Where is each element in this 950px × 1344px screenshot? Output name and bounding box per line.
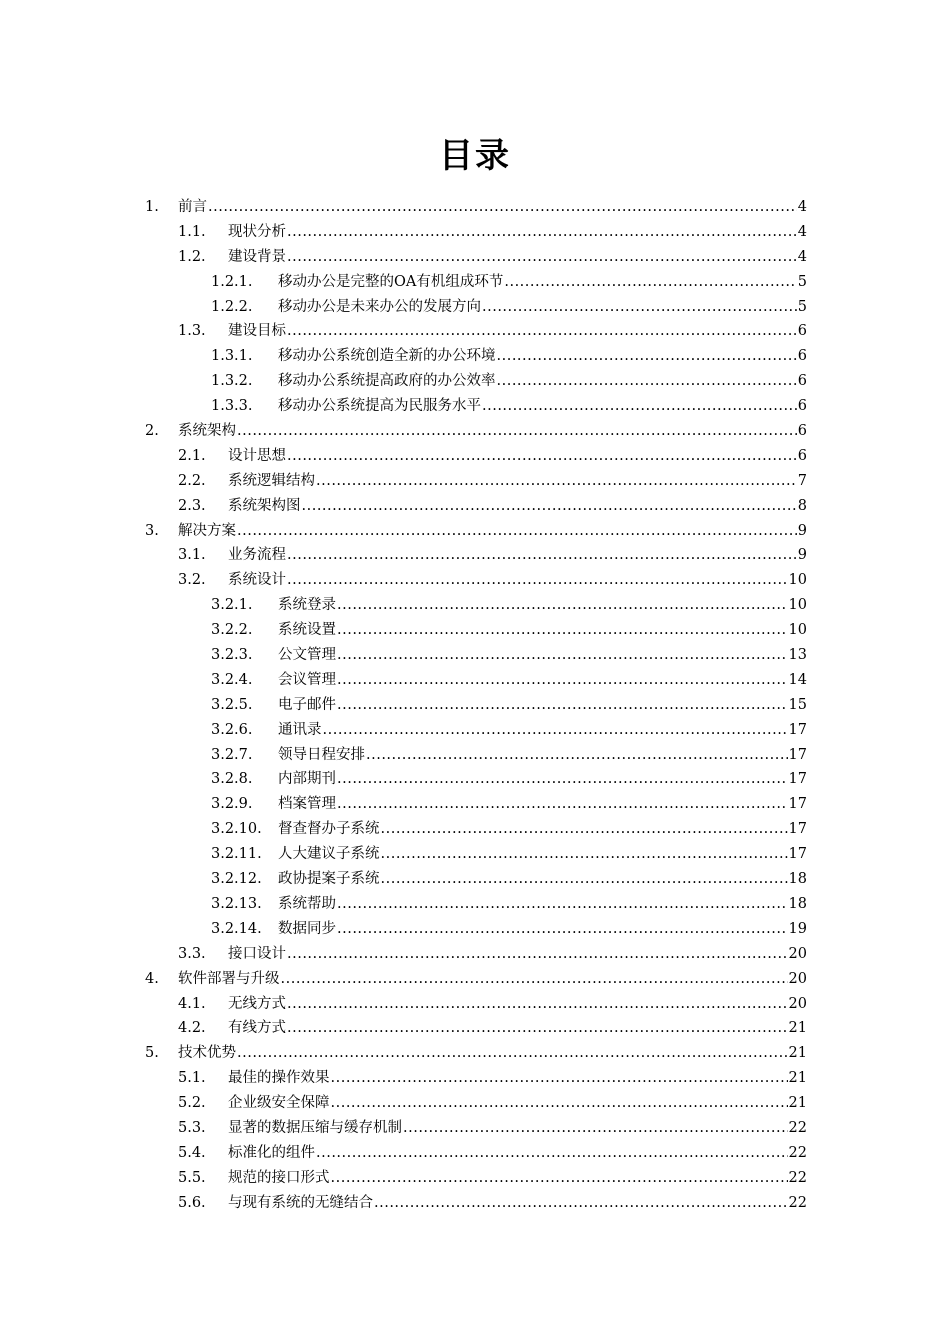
- toc-entry[interactable]: [0, 668, 950, 693]
- toc-entry[interactable]: [0, 792, 950, 817]
- dot-leader: [381, 842, 788, 867]
- dot-leader: [287, 992, 788, 1017]
- toc-entry-page-number: 6: [797, 348, 807, 365]
- toc-entry-number: 1.1.: [178, 223, 206, 240]
- toc-entry-title: 现状分析: [228, 223, 286, 240]
- dot-leader: [237, 519, 797, 544]
- toc-entry[interactable]: [0, 1141, 950, 1166]
- toc-entry-title: 业务流程: [228, 547, 286, 564]
- toc-entry-title: 移动办公是完整的OA有机组成环节: [278, 273, 504, 290]
- dot-leader: [403, 1116, 788, 1141]
- toc-entry-number: 5.5.: [178, 1169, 206, 1186]
- toc-entry-number: 1.3.3.: [211, 398, 253, 415]
- toc-entry-title: 建设目标: [228, 323, 286, 340]
- toc-entry-number: 1.2.: [178, 248, 206, 265]
- toc-entry[interactable]: [0, 220, 950, 245]
- toc-entry-title: 显著的数据压缩与缓存机制: [228, 1119, 402, 1136]
- toc-entry[interactable]: [0, 543, 950, 568]
- toc-entry-page-number: 14: [788, 671, 807, 688]
- toc-entry-title: 系统架构图: [228, 497, 301, 514]
- toc-entry-number: 3.2.5.: [211, 696, 253, 713]
- toc-entry-number: 3.2.2.: [211, 622, 253, 639]
- toc-entry-page-number: 13: [788, 647, 807, 664]
- toc-entry-page-number: 5: [797, 273, 807, 290]
- dot-leader: [287, 568, 788, 593]
- dot-leader: [302, 494, 797, 519]
- page-title: 目录: [439, 136, 511, 176]
- toc-entry-page-number: 17: [788, 796, 807, 813]
- toc-entry-title: 规范的接口形式: [228, 1169, 330, 1186]
- toc-entry[interactable]: [0, 1166, 950, 1191]
- toc-entry-title: 人大建议子系统: [278, 846, 380, 863]
- dot-leader: [331, 1091, 788, 1116]
- toc-entry-title: 移动办公系统提高政府的办公效率: [278, 373, 496, 390]
- dot-leader: [331, 1166, 788, 1191]
- toc-entry-page-number: 6: [797, 373, 807, 390]
- toc-entry-page-number: 20: [788, 995, 807, 1012]
- toc-entry[interactable]: [0, 1016, 950, 1041]
- toc-entry-number: 2.3.: [178, 497, 206, 514]
- toc-entry-page-number: 17: [788, 821, 807, 838]
- toc-entry[interactable]: [0, 718, 950, 743]
- dot-leader: [497, 369, 797, 394]
- toc-entry-title: 电子邮件: [278, 696, 336, 713]
- toc-entry-number: 5.6.: [178, 1194, 206, 1211]
- toc-entry-number: 2.: [145, 423, 159, 440]
- toc-entry-number: 5.: [145, 1045, 159, 1062]
- toc-entry-number: 5.4.: [178, 1144, 206, 1161]
- toc-entry-page-number: 5: [797, 298, 807, 315]
- toc-entry-title: 领导日程安排: [278, 746, 365, 763]
- toc-entry[interactable]: [0, 693, 950, 718]
- dot-leader: [287, 1016, 788, 1041]
- toc-entry[interactable]: [0, 1191, 950, 1216]
- toc-entry[interactable]: [0, 892, 950, 917]
- toc-entry-number: 3.2.13.: [211, 895, 262, 912]
- toc-entry[interactable]: [0, 419, 950, 444]
- toc-entry[interactable]: [0, 469, 950, 494]
- toc-entry-title: 系统帮助: [278, 895, 336, 912]
- toc-entry-number: 3.3.: [178, 945, 206, 962]
- dot-leader: [337, 767, 788, 792]
- toc-entry-title: 数据同步: [278, 920, 336, 937]
- toc-entry-number: 3.: [145, 522, 159, 539]
- dot-leader: [337, 593, 788, 618]
- toc-entry-page-number: 17: [788, 846, 807, 863]
- toc-entry-number: 2.1.: [178, 447, 206, 464]
- toc-entry[interactable]: [0, 319, 950, 344]
- dot-leader: [337, 917, 788, 942]
- toc-entry[interactable]: [0, 842, 950, 867]
- toc-entry-page-number: 19: [788, 920, 807, 937]
- toc-entry-number: 1.3.1.: [211, 348, 253, 365]
- toc-entry-title: 无线方式: [228, 995, 286, 1012]
- toc-entry[interactable]: [0, 593, 950, 618]
- dot-leader: [337, 668, 788, 693]
- toc-entry[interactable]: [0, 494, 950, 519]
- toc-entry-page-number: 9: [797, 547, 807, 564]
- toc-entry-title: 企业级安全保障: [228, 1095, 330, 1112]
- toc-entry[interactable]: [0, 195, 950, 220]
- dot-leader: [331, 1066, 788, 1091]
- toc-entry-number: 3.2.11.: [211, 846, 262, 863]
- toc-entry[interactable]: [0, 1066, 950, 1091]
- toc-entry-number: 5.1.: [178, 1070, 206, 1087]
- toc-entry-title: 设计思想: [228, 447, 286, 464]
- toc-entry[interactable]: [0, 295, 950, 320]
- toc-entry[interactable]: [0, 643, 950, 668]
- dot-leader: [504, 270, 796, 295]
- toc-entry[interactable]: [0, 743, 950, 768]
- toc-entry-page-number: 6: [797, 447, 807, 464]
- toc-entry-page-number: 22: [788, 1144, 807, 1161]
- toc-entry-number: 3.2.6.: [211, 721, 253, 738]
- toc-entry-page-number: 22: [788, 1194, 807, 1211]
- dot-leader: [337, 792, 788, 817]
- toc-entry-number: 3.2.: [178, 572, 206, 589]
- toc-entry[interactable]: [0, 444, 950, 469]
- toc-entry[interactable]: [0, 1091, 950, 1116]
- toc-entry-page-number: 15: [788, 696, 807, 713]
- toc-entry-title: 通讯录: [278, 721, 322, 738]
- toc-entry-number: 3.2.12.: [211, 871, 262, 888]
- dot-leader: [366, 743, 788, 768]
- toc-entry-page-number: 4: [797, 223, 807, 240]
- toc-entry[interactable]: [0, 967, 950, 992]
- toc-entry-title: 系统架构: [178, 423, 236, 440]
- toc-entry[interactable]: [0, 394, 950, 419]
- toc-entry[interactable]: [0, 245, 950, 270]
- toc-entry[interactable]: [0, 568, 950, 593]
- toc-entry-number: 3.2.10.: [211, 821, 262, 838]
- toc-entry-page-number: 9: [797, 522, 807, 539]
- toc-entry-title: 技术优势: [178, 1045, 236, 1062]
- toc-entry[interactable]: [0, 519, 950, 544]
- toc-entry-number: 3.2.9.: [211, 796, 253, 813]
- toc-entry-page-number: 18: [788, 871, 807, 888]
- toc-entry[interactable]: [0, 1116, 950, 1141]
- toc-entry-title: 前言: [178, 199, 207, 215]
- toc-entry-page-number: 8: [797, 497, 807, 514]
- toc-entry-page-number: 6: [797, 398, 807, 415]
- toc-entry-number: 1.: [145, 199, 159, 215]
- dot-leader: [208, 195, 797, 220]
- dot-leader: [337, 643, 788, 668]
- toc-entry-page-number: 6: [797, 423, 807, 440]
- dot-leader: [482, 295, 797, 320]
- toc-entry-title: 系统设计: [228, 572, 286, 589]
- toc-entry[interactable]: [0, 942, 950, 967]
- toc-entry-page-number: 10: [788, 572, 807, 589]
- toc-entry-page-number: 4: [797, 199, 807, 215]
- toc-entry-page-number: 21: [788, 1095, 807, 1112]
- toc-entry-title: 与现有系统的无缝结合: [228, 1194, 373, 1211]
- toc-entry-number: 3.2.4.: [211, 671, 253, 688]
- toc-entry-page-number: 22: [788, 1119, 807, 1136]
- dot-leader: [337, 618, 788, 643]
- toc-entry-title: 有线方式: [228, 1020, 286, 1037]
- toc-entry-number: 2.2.: [178, 472, 206, 489]
- toc-entry-page-number: 17: [788, 746, 807, 763]
- toc-entry-number: 1.2.2.: [211, 298, 253, 315]
- toc-entry-number: 3.2.1.: [211, 597, 253, 614]
- toc-entry-title: 政协提案子系统: [278, 871, 380, 888]
- toc-entry-title: 最佳的操作效果: [228, 1070, 330, 1087]
- toc-entry-page-number: 21: [788, 1045, 807, 1062]
- toc-entry-number: 4.: [145, 970, 159, 987]
- toc-entry-number: 1.2.1.: [211, 273, 253, 290]
- toc-entry[interactable]: [0, 618, 950, 643]
- toc-entry[interactable]: [0, 917, 950, 942]
- dot-leader: [316, 1141, 788, 1166]
- toc-entry-title: 档案管理: [278, 796, 336, 813]
- toc-entry-title: 系统设置: [278, 622, 336, 639]
- dot-leader: [323, 718, 788, 743]
- toc-entry-number: 3.2.14.: [211, 920, 262, 937]
- toc-entry-number: 1.3.2.: [211, 373, 253, 390]
- toc-entry-number: 4.2.: [178, 1020, 206, 1037]
- dot-leader: [287, 942, 788, 967]
- toc-entry-page-number: 18: [788, 895, 807, 912]
- toc-entry-number: 1.3.: [178, 323, 206, 340]
- toc-entry[interactable]: [0, 270, 950, 295]
- toc-entry-page-number: 10: [788, 597, 807, 614]
- toc-entry-title: 内部期刊: [278, 771, 336, 788]
- dot-leader: [497, 344, 797, 369]
- dot-leader: [287, 543, 797, 568]
- toc-entry-title: 移动办公系统创造全新的办公环境: [278, 348, 496, 365]
- dot-leader: [237, 1041, 788, 1066]
- dot-leader: [337, 892, 788, 917]
- toc-entry-title: 建设背景: [228, 248, 286, 265]
- toc-entry-number: 4.1.: [178, 995, 206, 1012]
- toc-entry-title: 软件部署与升级: [178, 970, 280, 987]
- toc-entry-page-number: 20: [788, 945, 807, 962]
- dot-leader: [482, 394, 797, 419]
- toc-entry-title: 系统登录: [278, 597, 336, 614]
- dot-leader: [287, 220, 797, 245]
- toc-entry[interactable]: [0, 867, 950, 892]
- toc-entry-title: 接口设计: [228, 945, 286, 962]
- toc-entry-page-number: 17: [788, 721, 807, 738]
- toc-entry[interactable]: [0, 767, 950, 792]
- toc-entry-page-number: 21: [788, 1020, 807, 1037]
- toc-entry-page-number: 4: [797, 248, 807, 265]
- dot-leader: [381, 817, 788, 842]
- dot-leader: [237, 419, 797, 444]
- dot-leader: [381, 867, 788, 892]
- toc-entry-number: 3.2.7.: [211, 746, 253, 763]
- toc-entry-page-number: 20: [788, 970, 807, 987]
- toc-entry-page-number: 7: [797, 472, 807, 489]
- toc-entry[interactable]: [0, 992, 950, 1017]
- toc-entry-page-number: 10: [788, 622, 807, 639]
- table-of-contents: [0, 195, 950, 1216]
- toc-entry-page-number: 6: [797, 323, 807, 340]
- toc-entry-page-number: 21: [788, 1070, 807, 1087]
- toc-entry-number: 3.1.: [178, 547, 206, 564]
- dot-leader: [337, 693, 788, 718]
- toc-entry-number: 5.2.: [178, 1095, 206, 1112]
- toc-entry-title: 标准化的组件: [228, 1144, 315, 1161]
- toc-entry-number: 5.3.: [178, 1119, 206, 1136]
- toc-entry[interactable]: [0, 369, 950, 394]
- toc-entry-number: 3.2.8.: [211, 771, 253, 788]
- toc-entry-title: 会议管理: [278, 671, 336, 688]
- toc-entry[interactable]: [0, 1041, 950, 1066]
- toc-entry-page-number: 17: [788, 771, 807, 788]
- dot-leader: [287, 245, 797, 270]
- dot-leader: [316, 469, 797, 494]
- toc-entry[interactable]: [0, 817, 950, 842]
- toc-entry-page-number: 22: [788, 1169, 807, 1186]
- toc-entry[interactable]: [0, 344, 950, 369]
- toc-entry-title: 督查督办子系统: [278, 821, 380, 838]
- dot-leader: [287, 444, 797, 469]
- toc-entry-title: 解决方案: [178, 522, 236, 539]
- dot-leader: [287, 319, 797, 344]
- dot-leader: [281, 967, 788, 992]
- toc-entry-number: 3.2.3.: [211, 647, 253, 664]
- toc-entry-title: 移动办公系统提高为民服务水平: [278, 398, 481, 415]
- dot-leader: [374, 1191, 788, 1216]
- toc-entry-title: 公文管理: [278, 647, 336, 664]
- toc-entry-title: 移动办公是未来办公的发展方向: [278, 298, 481, 315]
- toc-entry-title: 系统逻辑结构: [228, 472, 315, 489]
